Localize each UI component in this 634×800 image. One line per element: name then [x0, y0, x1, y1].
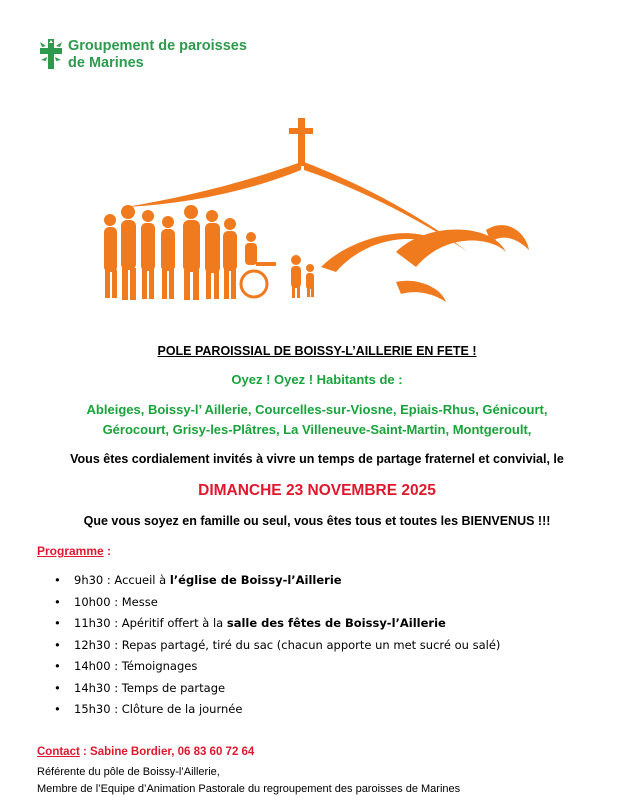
cross-wheat-icon: [38, 38, 64, 70]
bullet-icon: •: [54, 573, 61, 587]
event-date: DIMANCHE 23 NOVEMBRE 2025: [198, 482, 436, 499]
invitation-text: Vous êtes cordialement invités à vivre un temps de partage fraternel et convivial, le: [70, 452, 564, 466]
contact-label: Contact: [37, 746, 80, 758]
village-list-line-1: Ableiges, Boissy-l’ Aillerie, Courcelles-sur-Viosne, Epiais-Rhus, Génicourt,: [86, 402, 548, 417]
program-item: [54, 680, 500, 702]
village-list-line-2: Gérocourt, Grisy-les-Plâtres, La Villeneuve-Saint-Martin, Montgeroult,: [102, 422, 532, 437]
people-silhouettes: [104, 205, 314, 300]
program-item: [54, 637, 500, 659]
program-time: 12h30: [74, 637, 111, 652]
welcome-text: Que vous soyez en famille ou seul, vous êtes tous et toutes les BIENVENUS !!!: [83, 514, 551, 528]
bullet-icon: •: [54, 616, 61, 630]
program-item: [54, 658, 500, 680]
bullet-icon: •: [54, 702, 61, 716]
bullet-icon: •: [54, 637, 61, 652]
program-text: : Accueil à: [103, 573, 170, 587]
program-label: [37, 544, 111, 558]
contact-line: [37, 746, 254, 758]
program-time: 9h30: [74, 573, 104, 587]
program-label-suffix: :: [103, 544, 112, 558]
program-location: salle des fêtes de Boissy-l’Aillerie: [226, 616, 446, 630]
program-item: [54, 615, 500, 637]
program-list: [54, 572, 500, 723]
parish-logo: [38, 38, 247, 72]
program-label-text: Programme: [37, 544, 104, 558]
logo-line-2: de Marines: [68, 55, 144, 71]
event-title: POLE PAROISSIAL DE BOISSY-L’AILLERIE EN FETE !: [157, 344, 477, 358]
contact-value: : Sabine Bordier, 06 83 60 72 64: [79, 746, 255, 758]
program-item: [54, 594, 500, 616]
program-text: : Messe: [110, 594, 158, 609]
oyez-heading: Oyez ! Oyez ! Habitants de :: [231, 372, 403, 387]
program-item: [54, 701, 500, 723]
church-crowd-illustration: [96, 112, 536, 306]
bullet-icon: •: [54, 659, 61, 673]
program-time: 14h00: [74, 659, 111, 673]
program-time: 11h30: [74, 616, 111, 630]
program-text: : Temps de partage: [110, 680, 226, 695]
logo-line-1: Groupement de paroisses: [68, 38, 247, 54]
program-item: [54, 572, 500, 594]
bullet-icon: •: [54, 594, 61, 609]
program-time: 15h30: [74, 702, 111, 716]
program-text: : Repas partagé, tiré du sac (chacun apporte un met sucré ou salé): [110, 637, 501, 652]
program-time: 14h30: [74, 680, 111, 695]
program-time: 10h00: [74, 594, 111, 609]
contact-role-2: Membre de l’Equipe d’Animation Pastorale du regroupement des paroisses de Marines: [37, 783, 461, 795]
contact-role-1: Référente du pôle de Boissy-l’Aillerie,: [37, 766, 220, 778]
program-text: : Témoignages: [110, 659, 198, 673]
bullet-icon: •: [54, 680, 61, 695]
program-text: : Clôture de la journée: [110, 702, 243, 716]
village-list: [30, 400, 604, 440]
program-location: l’église de Boissy-l’Aillerie: [169, 573, 342, 587]
program-text: : Apéritif offert à la: [110, 616, 227, 630]
